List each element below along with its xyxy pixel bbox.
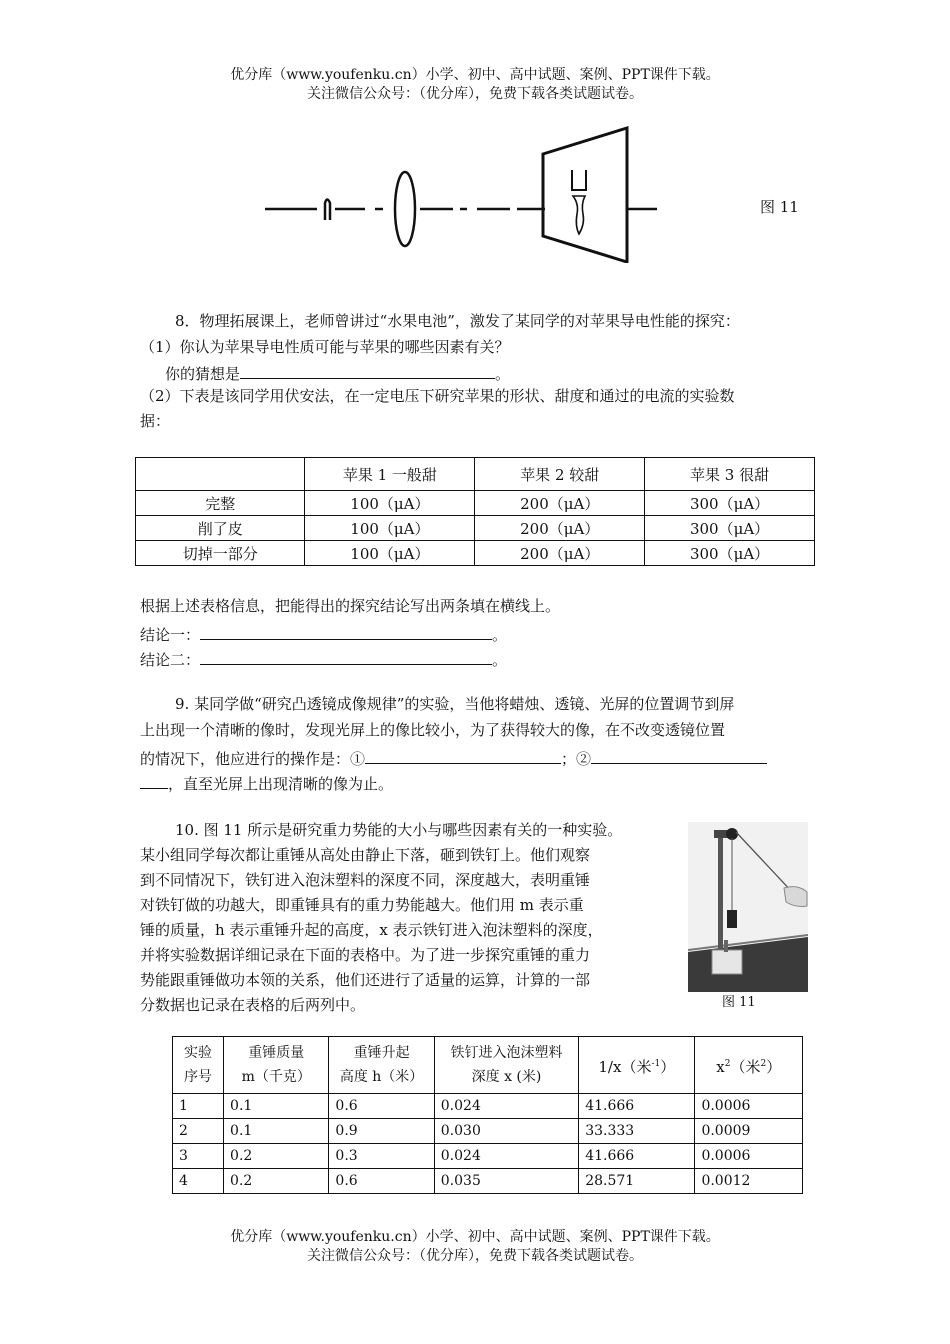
table-cell: 0.024 [434,1094,578,1119]
lens-shape [395,172,415,246]
q8-conclusion2-line [140,647,507,670]
image-flame [573,196,585,234]
q9-blank-1[interactable] [365,746,561,764]
q10-line: 并将实验数据详细记录在下面的表格中。为了进一步探究重锤的重力 [140,946,591,964]
table-cell: 0.9 [329,1119,434,1144]
table-row [136,541,815,566]
table-header-cell: 苹果 2 较甜 [475,458,645,491]
table-header-cell: 重锤升起 高度 h（米） [329,1037,434,1094]
table-cell: 0.1 [224,1094,329,1119]
table-header-cell: 实验 序号 [173,1037,224,1094]
table-cell: 200（μA） [475,516,645,541]
table-cell: 0.6 [329,1169,434,1194]
table-header-cell: 重锤质量 m（千克） [224,1037,329,1094]
q9-line-1: 9. 某同学做“研究凸透镜成像规律”的实验，当他将蜡烛、透镜、光屏的位置调节到屏 [175,695,735,713]
table-cell: 0.1 [224,1119,329,1144]
q10-line: 到不同情况下，铁钉进入泡沫塑料的深度不同，深度越大，表明重锤 [140,871,591,889]
optics-figure [255,118,675,263]
q8-conclusion1-blank[interactable] [200,622,492,640]
table-row [136,516,815,541]
table-cell: 300（μA） [645,491,815,516]
q9-line4-text: ，直至光屏上出现清晰的像为止。 [168,775,394,793]
table-cell: 300（μA） [645,541,815,566]
table-cell: 0.6 [329,1094,434,1119]
candle-shape [325,200,330,221]
table-cell: 0.0006 [695,1144,803,1169]
table-row [173,1094,803,1119]
q8-conclusion1-line [140,622,507,645]
header-line-1: 优分库（www.youfenku.cn）小学、初中、高中试题、案例、PPT课件下载。 [230,67,720,83]
table-cell: 完整 [136,491,305,516]
q8-table [135,457,815,566]
q10-line: 分数据也记录在表格的后两列中。 [140,996,366,1014]
table-cell: 100（μA） [305,541,475,566]
table-header-cell: 苹果 1 一般甜 [305,458,475,491]
q10-line: 锤的质量，h 表示重锤升起的高度，x 表示铁钉进入泡沫塑料的深度， [140,921,603,939]
table-header-cell: 苹果 3 很甜 [645,458,815,491]
heavy-hammer-photo [688,822,808,992]
screen-shape [543,128,627,262]
table-cell: 28.571 [579,1169,695,1194]
table-row [173,1119,803,1144]
q9-line-4 [140,771,393,794]
table-row [173,1169,803,1194]
q8-conclusion1-end: 。 [492,626,508,644]
table-cell: 41.666 [579,1094,695,1119]
footer-line-2: 关注微信公众号：（优分库），免费下载各类试题试卷。 [307,1248,643,1264]
table-cell: 1 [173,1094,224,1119]
table-cell: 0.3 [329,1144,434,1169]
table-cell: 100（μA） [305,516,475,541]
table-header-cell: $x^2$（米$^2$） [695,1037,803,1094]
q9-blank-2-continued[interactable] [140,771,168,789]
q8-guess-line [165,361,510,384]
table-row [173,1144,803,1169]
q10-line: 势能跟重锤做功本领的关系，他们还进行了适量的运算，计算的一部 [140,971,591,989]
header-line-2: 关注微信公众号：（优分库），免费下载各类试题试卷。 [307,86,643,102]
q9-line3-a: 的情况下，他应进行的操作是：① [140,750,366,768]
footer-line-1: 优分库（www.youfenku.cn）小学、初中、高中试题、案例、PPT课件下载。 [230,1229,720,1245]
table-cell: 切掉一部分 [136,541,305,566]
q8-part1: （1）你认为苹果导电性质可能与苹果的哪些因素有关？ [140,338,510,356]
q8-conclusion2-end: 。 [492,651,508,669]
q8-conclusion2-blank[interactable] [200,647,492,665]
table-header-cell: 铁钉进入泡沫塑料 深度 x (米) [434,1037,578,1094]
table-cell: 41.666 [579,1144,695,1169]
q9-blank-2[interactable] [591,746,767,764]
q8-after-table: 根据上述表格信息，把能得出的探究结论写出两条填在横线上。 [140,597,561,615]
table-cell: 0.0009 [695,1119,803,1144]
q10-figure-caption: 图 11 [722,995,756,1010]
table-row [136,491,815,516]
table-cell: 33.333 [579,1119,695,1144]
table-cell: 0.035 [434,1169,578,1194]
image-holder [572,170,586,190]
table-cell: 3 [173,1144,224,1169]
table-header-cell [136,458,305,491]
q8-guess-label: 你的猜想是 [165,365,241,383]
q9-line-3 [140,746,767,769]
table-cell: 2 [173,1119,224,1144]
table-cell: 0.0006 [695,1094,803,1119]
table-header-row [173,1037,803,1094]
q10-line: 10. 图 11 所示是研究重力势能的大小与哪些因素有关的一种实验。 [175,821,623,839]
table-cell: 200（μA） [475,541,645,566]
figure-caption-top: 图 11 [760,198,799,216]
q10-line: 某小组同学每次都让重锤从高处由静止下落，砸到铁钉上。他们观察 [140,846,591,864]
q9-line-2: 上出现一个清晰的像时，发现光屏上的像比较小，为了获得较大的像，在不改变透镜位置 [140,721,726,739]
table-cell: 0.0012 [695,1169,803,1194]
q8-intro: 8．物理拓展课上，老师曾讲过“水果电池”，激发了某同学的对苹果导电性能的探究： [175,312,740,330]
table-cell: 0.2 [224,1169,329,1194]
table-cell: 0.024 [434,1144,578,1169]
table-cell: 0.2 [224,1144,329,1169]
q8-guess-blank[interactable] [240,361,495,379]
table-cell: 300（μA） [645,516,815,541]
table-header-cell: 1/x（米$^{-1}$） [579,1037,695,1094]
q10-table [172,1036,803,1194]
table-header-row [136,458,815,491]
q8-part2-a: （2）下表是该同学用伏安法，在一定电压下研究苹果的形状、甜度和通过的电流的实验数 [140,387,735,405]
table-cell: 200（μA） [475,491,645,516]
q10-line: 对铁钉做的功越大，即重锤具有的重力势能越大。他们用 m 表示重 [140,896,584,914]
q8-part2-b: 据： [140,412,171,430]
table-cell: 4 [173,1169,224,1194]
table-cell: 0.030 [434,1119,578,1144]
q8-conclusion2-label: 结论二： [140,651,201,669]
q8-guess-end: 。 [495,365,511,383]
table-cell: 削了皮 [136,516,305,541]
q9-line3-b: ；② [561,750,592,768]
q8-conclusion1-label: 结论一： [140,626,201,644]
table-cell: 100（μA） [305,491,475,516]
